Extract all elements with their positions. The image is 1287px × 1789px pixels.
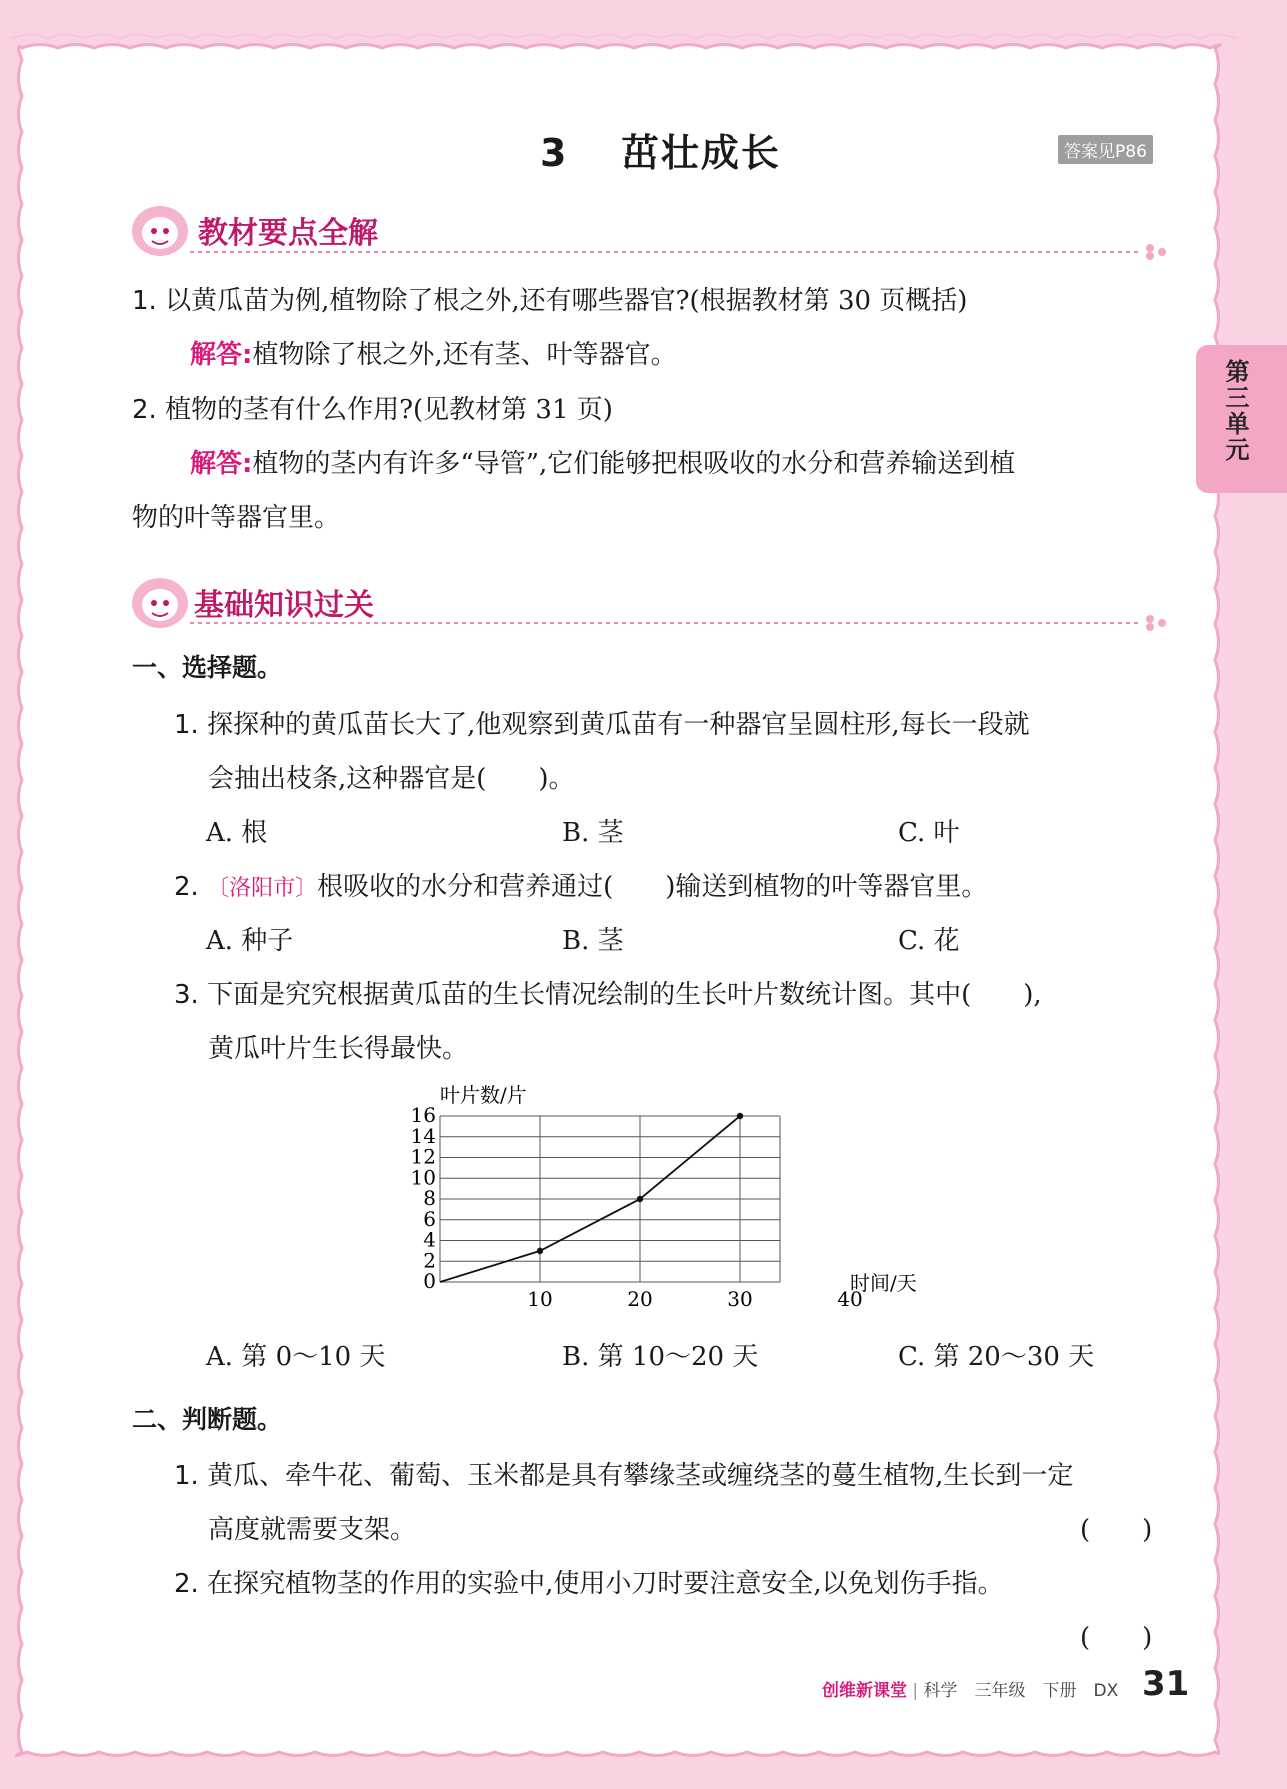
chart-y-tick-label: 2 [423, 1248, 436, 1273]
chart-y-axis-label: 叶片数/片 [440, 1083, 527, 1107]
question-2-text: 植物的茎有什么作用?(见教材第 31 页) [165, 395, 613, 425]
question-2 [132, 389, 613, 426]
choice-question-1-line1 [174, 704, 1030, 741]
footer-book-info: 科学 三年级 下册 DX [923, 1681, 1119, 1701]
choice-3-option-c: C. 第 20～30 天 [898, 1342, 1095, 1372]
choice-2-option-c: C. 花 [898, 926, 960, 956]
section-heading-basics: 基础知识过关 [194, 588, 374, 623]
answer-2-line2: 物的叶等器官里。 [132, 503, 341, 533]
unit-side-tab [1196, 345, 1287, 493]
answer-2-line1 [190, 443, 1015, 480]
judge-question-1-text-line1: 黄瓜、牵牛花、葡萄、玉米都是具有攀缘茎或缠绕茎的蔓生植物,生长到一定 [207, 1461, 1074, 1491]
chart-x-tick-label: 40 [837, 1287, 863, 1311]
choice-question-1-line2: 会抽出枝条,这种器官是( )。 [208, 764, 575, 794]
region-tag: 〔洛阳市〕 [207, 876, 318, 901]
chart-y-tick-label: 4 [423, 1227, 436, 1252]
chart-data-point [737, 1113, 743, 1119]
choice-1-option-b: B. 茎 [562, 818, 624, 848]
choice-question-3-text-line1: 下面是究究根据黄瓜苗的生长情况绘制的生长叶片数统计图。其中( ), [207, 980, 1042, 1010]
choice-question-3-number: 3. [174, 980, 199, 1010]
section-heading-key-points: 教材要点全解 [198, 216, 378, 251]
choice-question-2 [174, 866, 987, 903]
choice-question-2-number: 2. [174, 872, 199, 902]
chart-y-tick-label: 12 [410, 1144, 436, 1169]
chart-data-point [537, 1248, 543, 1254]
page-footer: 创维新课堂 | 科学 三年级 下册 DX [822, 1681, 1119, 1701]
chart-y-tick-label: 14 [410, 1123, 436, 1148]
lesson-title [540, 122, 781, 177]
footer-brand: 创维新课堂 [822, 1681, 907, 1701]
section-divider [130, 244, 1190, 260]
choice-question-2-text: 根吸收的水分和营养通过( )输送到植物的叶等器官里。 [317, 872, 988, 902]
answer-1-text: 植物除了根之外,还有茎、叶等器官。 [252, 340, 677, 370]
answer-2-label: 解答: [190, 449, 253, 479]
question-2-number: 2. [132, 395, 157, 425]
judge-2-answer-blank: ( ) [1080, 1623, 1153, 1653]
part-2-title: 二、判断题。 [132, 1405, 283, 1434]
choice-1-option-c: C. 叶 [898, 818, 960, 848]
choice-2-option-a: A. 种子 [206, 926, 294, 956]
choice-question-1-number: 1. [174, 710, 199, 740]
chart-x-tick-label: 10 [527, 1287, 553, 1311]
chart-y-tick-label: 16 [410, 1103, 436, 1127]
section-divider [130, 615, 1190, 631]
judge-question-2-number: 2. [174, 1569, 199, 1599]
choice-2-option-b: B. 茎 [562, 926, 624, 956]
judge-1-answer-blank: ( ) [1080, 1515, 1153, 1545]
leaf-count-line-chart [400, 1076, 940, 1322]
answer-2-text-line1: 植物的茎内有许多“导管”,它们能够把根吸收的水分和营养输送到植 [252, 449, 1016, 479]
page-number: 31 [1142, 1664, 1190, 1704]
judge-question-2-text: 在探究植物茎的作用的实验中,使用小刀时要注意安全,以免划伤手指。 [207, 1569, 1004, 1599]
lesson-title-text: 茁壮成长 [620, 131, 781, 175]
judge-question-2 [174, 1563, 1004, 1600]
chart-y-tick-label: 6 [423, 1206, 436, 1231]
lesson-number: 3 [540, 131, 569, 175]
question-1-number: 1. [132, 286, 157, 316]
unit-side-tab-label: 第三单元 [1221, 359, 1249, 463]
answer-reference-badge: 答案见P86 [1058, 135, 1153, 164]
chart-x-axis-label: 时间/天 [850, 1271, 917, 1295]
answer-1 [190, 334, 677, 371]
choice-question-3-line1 [174, 974, 1042, 1011]
answer-1-label: 解答: [190, 340, 253, 370]
chart-x-tick-label: 30 [727, 1287, 753, 1311]
question-1-text: 以黄瓜苗为例,植物除了根之外,还有哪些器官?(根据教材第 30 页概括) [165, 286, 968, 316]
choice-3-option-a: A. 第 0～10 天 [206, 1342, 386, 1372]
chart-y-tick-label: 8 [423, 1186, 436, 1210]
judge-question-1-number: 1. [174, 1461, 199, 1491]
choice-question-3-line2: 黄瓜叶片生长得最快。 [208, 1034, 469, 1064]
chart-y-tick-label: 0 [423, 1269, 436, 1293]
choice-question-1-text-line1: 探探种的黄瓜苗长大了,他观察到黄瓜苗有一种器官呈圆柱形,每长一段就 [207, 710, 1030, 740]
choice-1-option-a: A. 根 [206, 818, 268, 848]
chart-data-point [637, 1196, 643, 1202]
chart-y-tick-label: 10 [410, 1165, 436, 1190]
question-1 [132, 280, 967, 317]
choice-3-option-b: B. 第 10～20 天 [562, 1342, 759, 1372]
judge-question-1-line2: 高度就需要支架。 [208, 1515, 417, 1545]
judge-question-1-line1 [174, 1455, 1073, 1492]
chart-x-tick-label: 20 [627, 1287, 653, 1311]
part-1-title: 一、选择题。 [132, 653, 283, 682]
